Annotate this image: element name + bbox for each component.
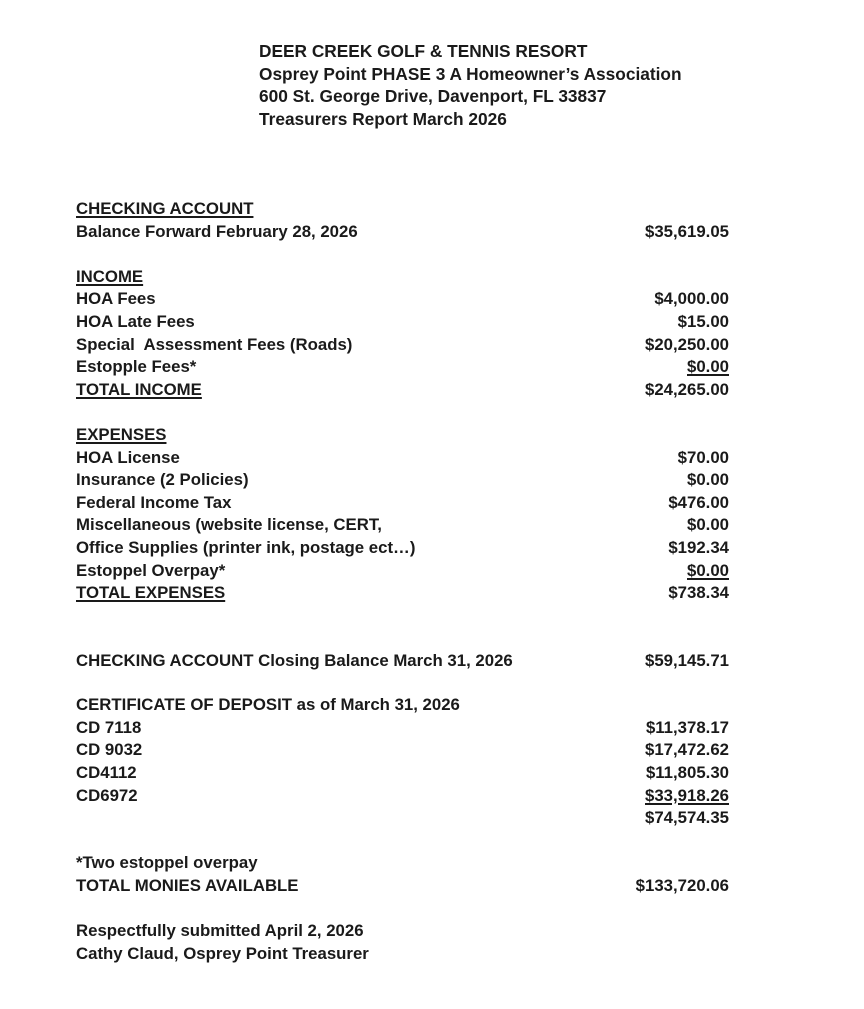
income-label: HOA Late Fees bbox=[76, 311, 195, 331]
income-row bbox=[76, 356, 729, 379]
total-income-row bbox=[76, 379, 729, 402]
resort-name: DEER CREEK GOLF & TENNIS RESORT bbox=[259, 41, 588, 61]
income-row bbox=[76, 334, 729, 357]
cd-heading-row bbox=[76, 694, 729, 717]
balance-forward-label: Balance Forward February 28, 2026 bbox=[76, 221, 358, 241]
income-heading-row bbox=[76, 266, 729, 289]
expense-amount: $0.00 bbox=[687, 470, 729, 490]
expense-label: Office Supplies (printer ink, postage ect…) bbox=[76, 537, 416, 557]
income-row bbox=[76, 288, 729, 311]
cd-subtotal-amount: $74,574.35 bbox=[645, 808, 729, 828]
cd-row bbox=[76, 739, 729, 762]
expense-row bbox=[76, 492, 729, 515]
expense-row bbox=[76, 469, 729, 492]
income-amount: $15.00 bbox=[677, 311, 729, 331]
income-heading: INCOME bbox=[76, 266, 144, 286]
closing-balance-amount: $59,145.71 bbox=[645, 650, 729, 670]
report-header bbox=[259, 40, 682, 131]
association-name: Osprey Point PHASE 3 A Homeowner’s Association bbox=[259, 63, 682, 84]
expense-row bbox=[76, 514, 729, 537]
cd-amount: $17,472.62 bbox=[645, 740, 729, 760]
expense-label: HOA License bbox=[76, 447, 180, 467]
cd-amount: $11,378.17 bbox=[645, 717, 729, 737]
income-amount: $4,000.00 bbox=[654, 289, 729, 309]
income-label: Special Assessment Fees (Roads) bbox=[76, 334, 353, 354]
expense-label: Insurance (2 Policies) bbox=[76, 470, 249, 490]
cd-amount: $33,918.26 bbox=[645, 785, 729, 805]
income-amount: $20,250.00 bbox=[645, 334, 729, 354]
checking-heading-row bbox=[76, 198, 729, 221]
report-title: Treasurers Report March 2026 bbox=[259, 109, 507, 130]
treasurer-name: Cathy Claud, Osprey Point Treasurer bbox=[76, 943, 369, 963]
signature-line-1 bbox=[76, 920, 729, 943]
cd-row bbox=[76, 762, 729, 785]
address: 600 St. George Drive, Davenport, FL 33837 bbox=[259, 86, 607, 107]
cd-label: CD4112 bbox=[76, 763, 137, 783]
expense-row bbox=[76, 447, 729, 470]
report-body bbox=[76, 198, 729, 965]
cd-subtotal-row bbox=[76, 807, 729, 830]
expenses-heading: EXPENSES bbox=[76, 424, 167, 444]
expense-amount: $0.00 bbox=[687, 560, 729, 580]
income-row bbox=[76, 311, 729, 334]
submitted-date: Respectfully submitted April 2, 2026 bbox=[76, 921, 364, 941]
cd-heading: CERTIFICATE OF DEPOSIT as of March 31, 2026 bbox=[76, 695, 460, 715]
expense-label: Miscellaneous (website license, CERT, bbox=[76, 515, 382, 535]
total-monies-label: TOTAL MONIES AVAILABLE bbox=[76, 876, 299, 896]
expense-amount: $70.00 bbox=[677, 447, 729, 467]
cd-label: CD 7118 bbox=[76, 717, 142, 737]
cd-label: CD 9032 bbox=[76, 740, 143, 760]
cd-row bbox=[76, 785, 729, 808]
expenses-heading-row bbox=[76, 424, 729, 447]
income-label: Estopple Fees* bbox=[76, 357, 197, 377]
income-label: HOA Fees bbox=[76, 289, 156, 309]
footnote: *Two estoppel overpay bbox=[76, 853, 258, 873]
expense-amount: $476.00 bbox=[668, 492, 729, 512]
total-income-amount: $24,265.00 bbox=[645, 379, 729, 399]
expense-label: Estoppel Overpay* bbox=[76, 560, 226, 580]
cd-amount: $11,805.30 bbox=[645, 763, 729, 783]
balance-forward-amount: $35,619.05 bbox=[645, 221, 729, 241]
expense-row bbox=[76, 560, 729, 583]
total-expenses-amount: $738.34 bbox=[668, 583, 729, 603]
total-monies-amount: $133,720.06 bbox=[635, 876, 729, 896]
expense-row bbox=[76, 537, 729, 560]
total-monies-row bbox=[76, 875, 729, 898]
total-expenses-label: TOTAL EXPENSES bbox=[76, 583, 226, 603]
total-income-label: TOTAL INCOME bbox=[76, 379, 202, 399]
cd-row bbox=[76, 717, 729, 740]
total-expenses-row bbox=[76, 582, 729, 605]
expense-label: Federal Income Tax bbox=[76, 492, 232, 512]
checking-heading: CHECKING ACCOUNT bbox=[76, 199, 254, 218]
balance-forward-row bbox=[76, 221, 729, 244]
expense-amount: $192.34 bbox=[668, 537, 729, 557]
signature-line-2 bbox=[76, 943, 729, 966]
footnote-row bbox=[76, 852, 729, 875]
closing-balance-row bbox=[76, 650, 729, 673]
expense-amount: $0.00 bbox=[687, 515, 729, 535]
income-amount: $0.00 bbox=[687, 357, 729, 377]
cd-label: CD6972 bbox=[76, 785, 138, 805]
closing-balance-label: CHECKING ACCOUNT Closing Balance March 31, 2026 bbox=[76, 650, 513, 670]
